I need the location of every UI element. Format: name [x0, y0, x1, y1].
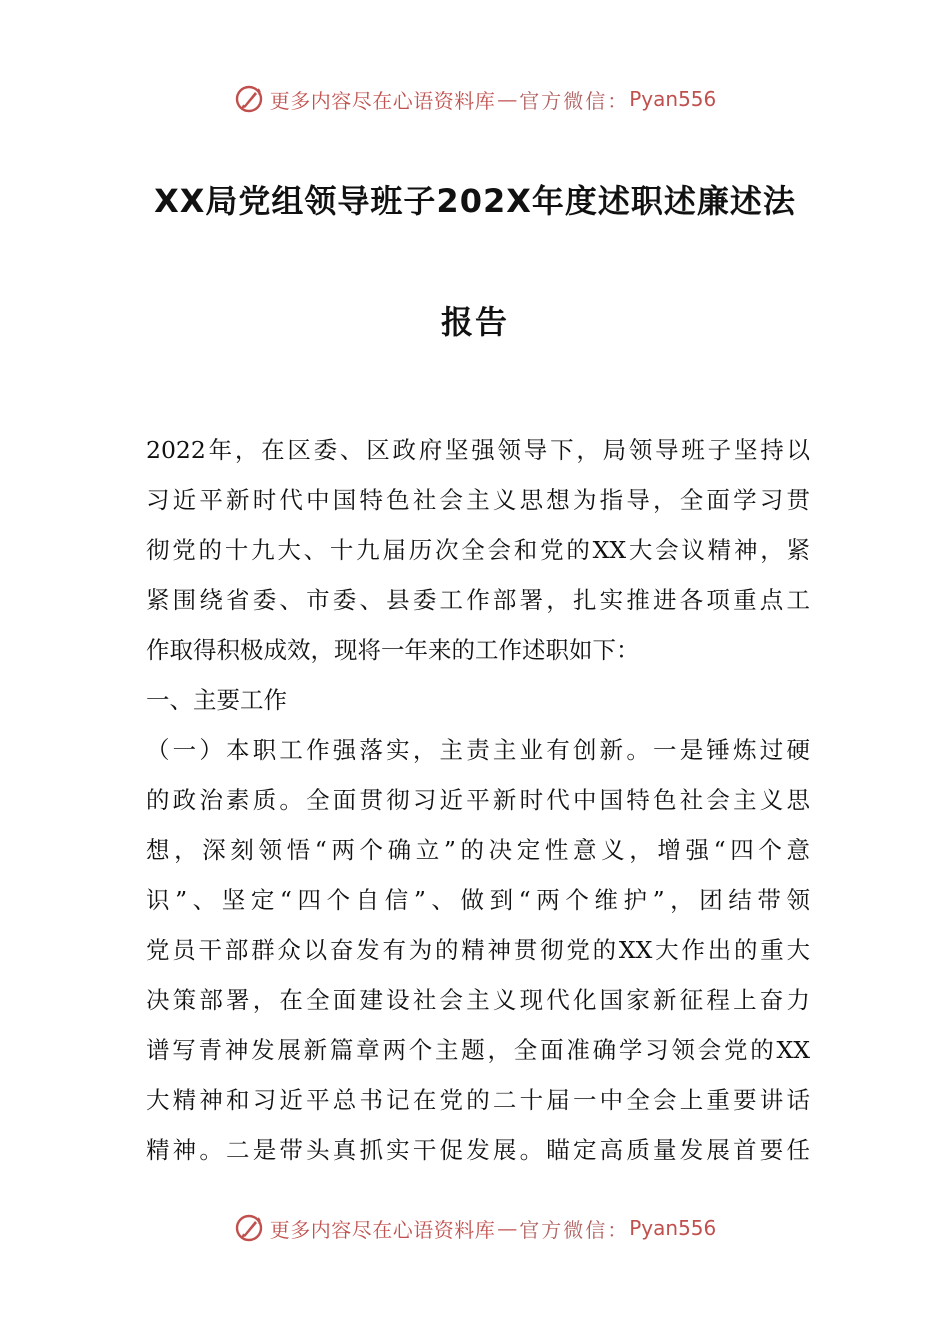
section-heading: 一、主要工作: [146, 686, 287, 714]
body-line: （一）本职工作强落实，主责主业有创新。一是锤炼过硬: [146, 736, 810, 764]
watermark-dash: —: [497, 87, 518, 111]
body-line: 大精神和习近平总书记在党的二十届一中全会上重要讲话: [146, 1086, 810, 1114]
header-watermark: [0, 84, 950, 114]
body-line: 想，深刻领悟“两个确立”的决定性意义，增强“四个意: [146, 836, 810, 864]
body-line: 习近平新时代中国特色社会主义思想为指导，全面学习贯: [146, 486, 810, 514]
body-line: 识”、坚定“四个自信”、做到“两个维护”，团结带领: [146, 886, 810, 914]
watermark-label: 官方微信：: [519, 88, 630, 113]
body-line: 2022年，在区委、区政府坚强领导下，局领导班子坚持以: [146, 436, 810, 464]
watermark-wechat-id: Pyan556: [629, 1216, 717, 1240]
document-body: [146, 425, 810, 1175]
body-line: 决策部署，在全面建设社会主义现代化国家新征程上奋力: [146, 986, 810, 1014]
quill-logo-icon: [234, 84, 264, 114]
watermark-wechat-id: Pyan556: [629, 87, 717, 111]
document-title-line2: 报告: [440, 303, 509, 341]
footer-watermark: [0, 1213, 950, 1243]
watermark-site-text: 更多内容尽在心语资料库: [269, 88, 496, 113]
watermark-site-text: 更多内容尽在心语资料库: [269, 1217, 496, 1242]
watermark-label: 官方微信：: [519, 1217, 630, 1242]
body-line: 紧围绕省委、市委、县委工作部署，扎实推进各项重点工: [146, 586, 810, 614]
body-line: 作取得积极成效，现将一年来的工作述职如下：: [146, 636, 640, 664]
body-line: 谱写青神发展新篇章两个主题，全面准确学习领会党的XX: [146, 1036, 810, 1064]
body-line: 精神。二是带头真抓实干促发展。瞄定高质量发展首要任: [146, 1136, 810, 1164]
watermark-dash: —: [497, 1216, 518, 1240]
quill-logo-icon: [234, 1213, 264, 1243]
body-line: 的政治素质。全面贯彻习近平新时代中国特色社会主义思: [146, 786, 810, 814]
body-line: 彻党的十九大、十九届历次全会和党的XX大会议精神，紧: [146, 536, 810, 564]
body-line: 党员干部群众以奋发有为的精神贯彻党的XX大作出的重大: [146, 936, 810, 964]
document-title-line1: XX局党组领导班子202X年度述职述廉述法: [154, 182, 796, 220]
